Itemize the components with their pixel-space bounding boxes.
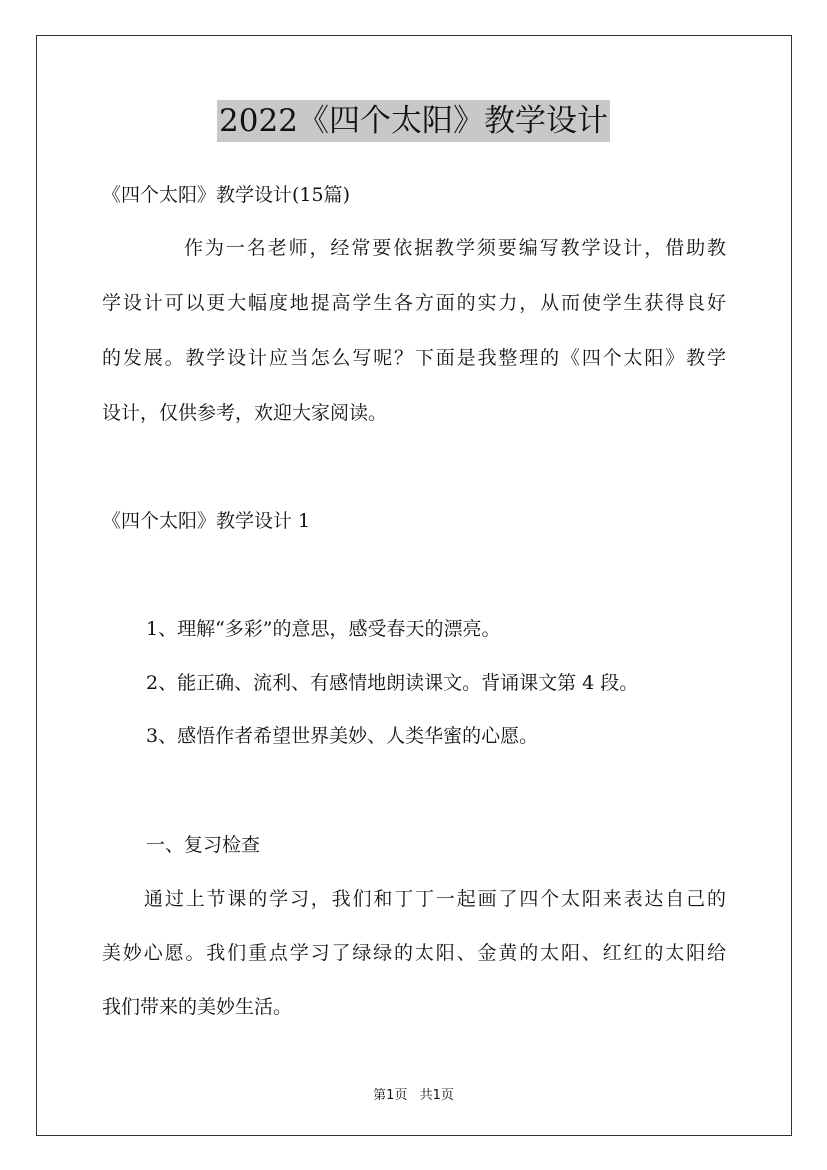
body-line-3: 我们带来的美妙生活。: [102, 996, 293, 1018]
intro-line-1: 作为一名老师，经常要依据教学须要编写教学设计，借助教: [184, 237, 726, 259]
intro-line-3: 的发展。教学设计应当怎么写呢？下面是我整理的《四个太阳》教学: [102, 347, 726, 369]
document-subtitle: 《四个太阳》教学设计(15篇): [102, 184, 351, 206]
body-line-2: 美妙心愿。我们重点学习了绿绿的太阳、金黄的太阳、红红的太阳给: [102, 942, 726, 964]
goal-item-3: 3、感悟作者希望世界美妙、人类华蜜的心愿。: [146, 725, 539, 747]
document-title: 2022《四个太阳》教学设计: [217, 100, 610, 142]
page-total: 共1页: [419, 1088, 454, 1103]
intro-line-4: 设计，仅供参考，欢迎大家阅读。: [102, 402, 388, 424]
intro-line-2: 学设计可以更大幅度地提高学生各方面的实力，从而使学生获得良好: [102, 292, 726, 314]
page-number: 第1页: [373, 1088, 408, 1103]
goal-item-2: 2、能正确、流利、有感情地朗读课文。背诵课文第 4 段。: [146, 672, 639, 694]
part-heading: 一、复习检查: [146, 834, 261, 856]
goal-item-1: 1、理解“多彩”的意思，感受春天的漂亮。: [146, 618, 501, 640]
body-line-1: 通过上节课的学习，我们和丁丁一起画了四个太阳来表达自己的: [144, 888, 726, 910]
title-container: [0, 100, 827, 142]
page-footer: [0, 1084, 827, 1103]
section-heading: 《四个太阳》教学设计 1: [102, 510, 311, 532]
